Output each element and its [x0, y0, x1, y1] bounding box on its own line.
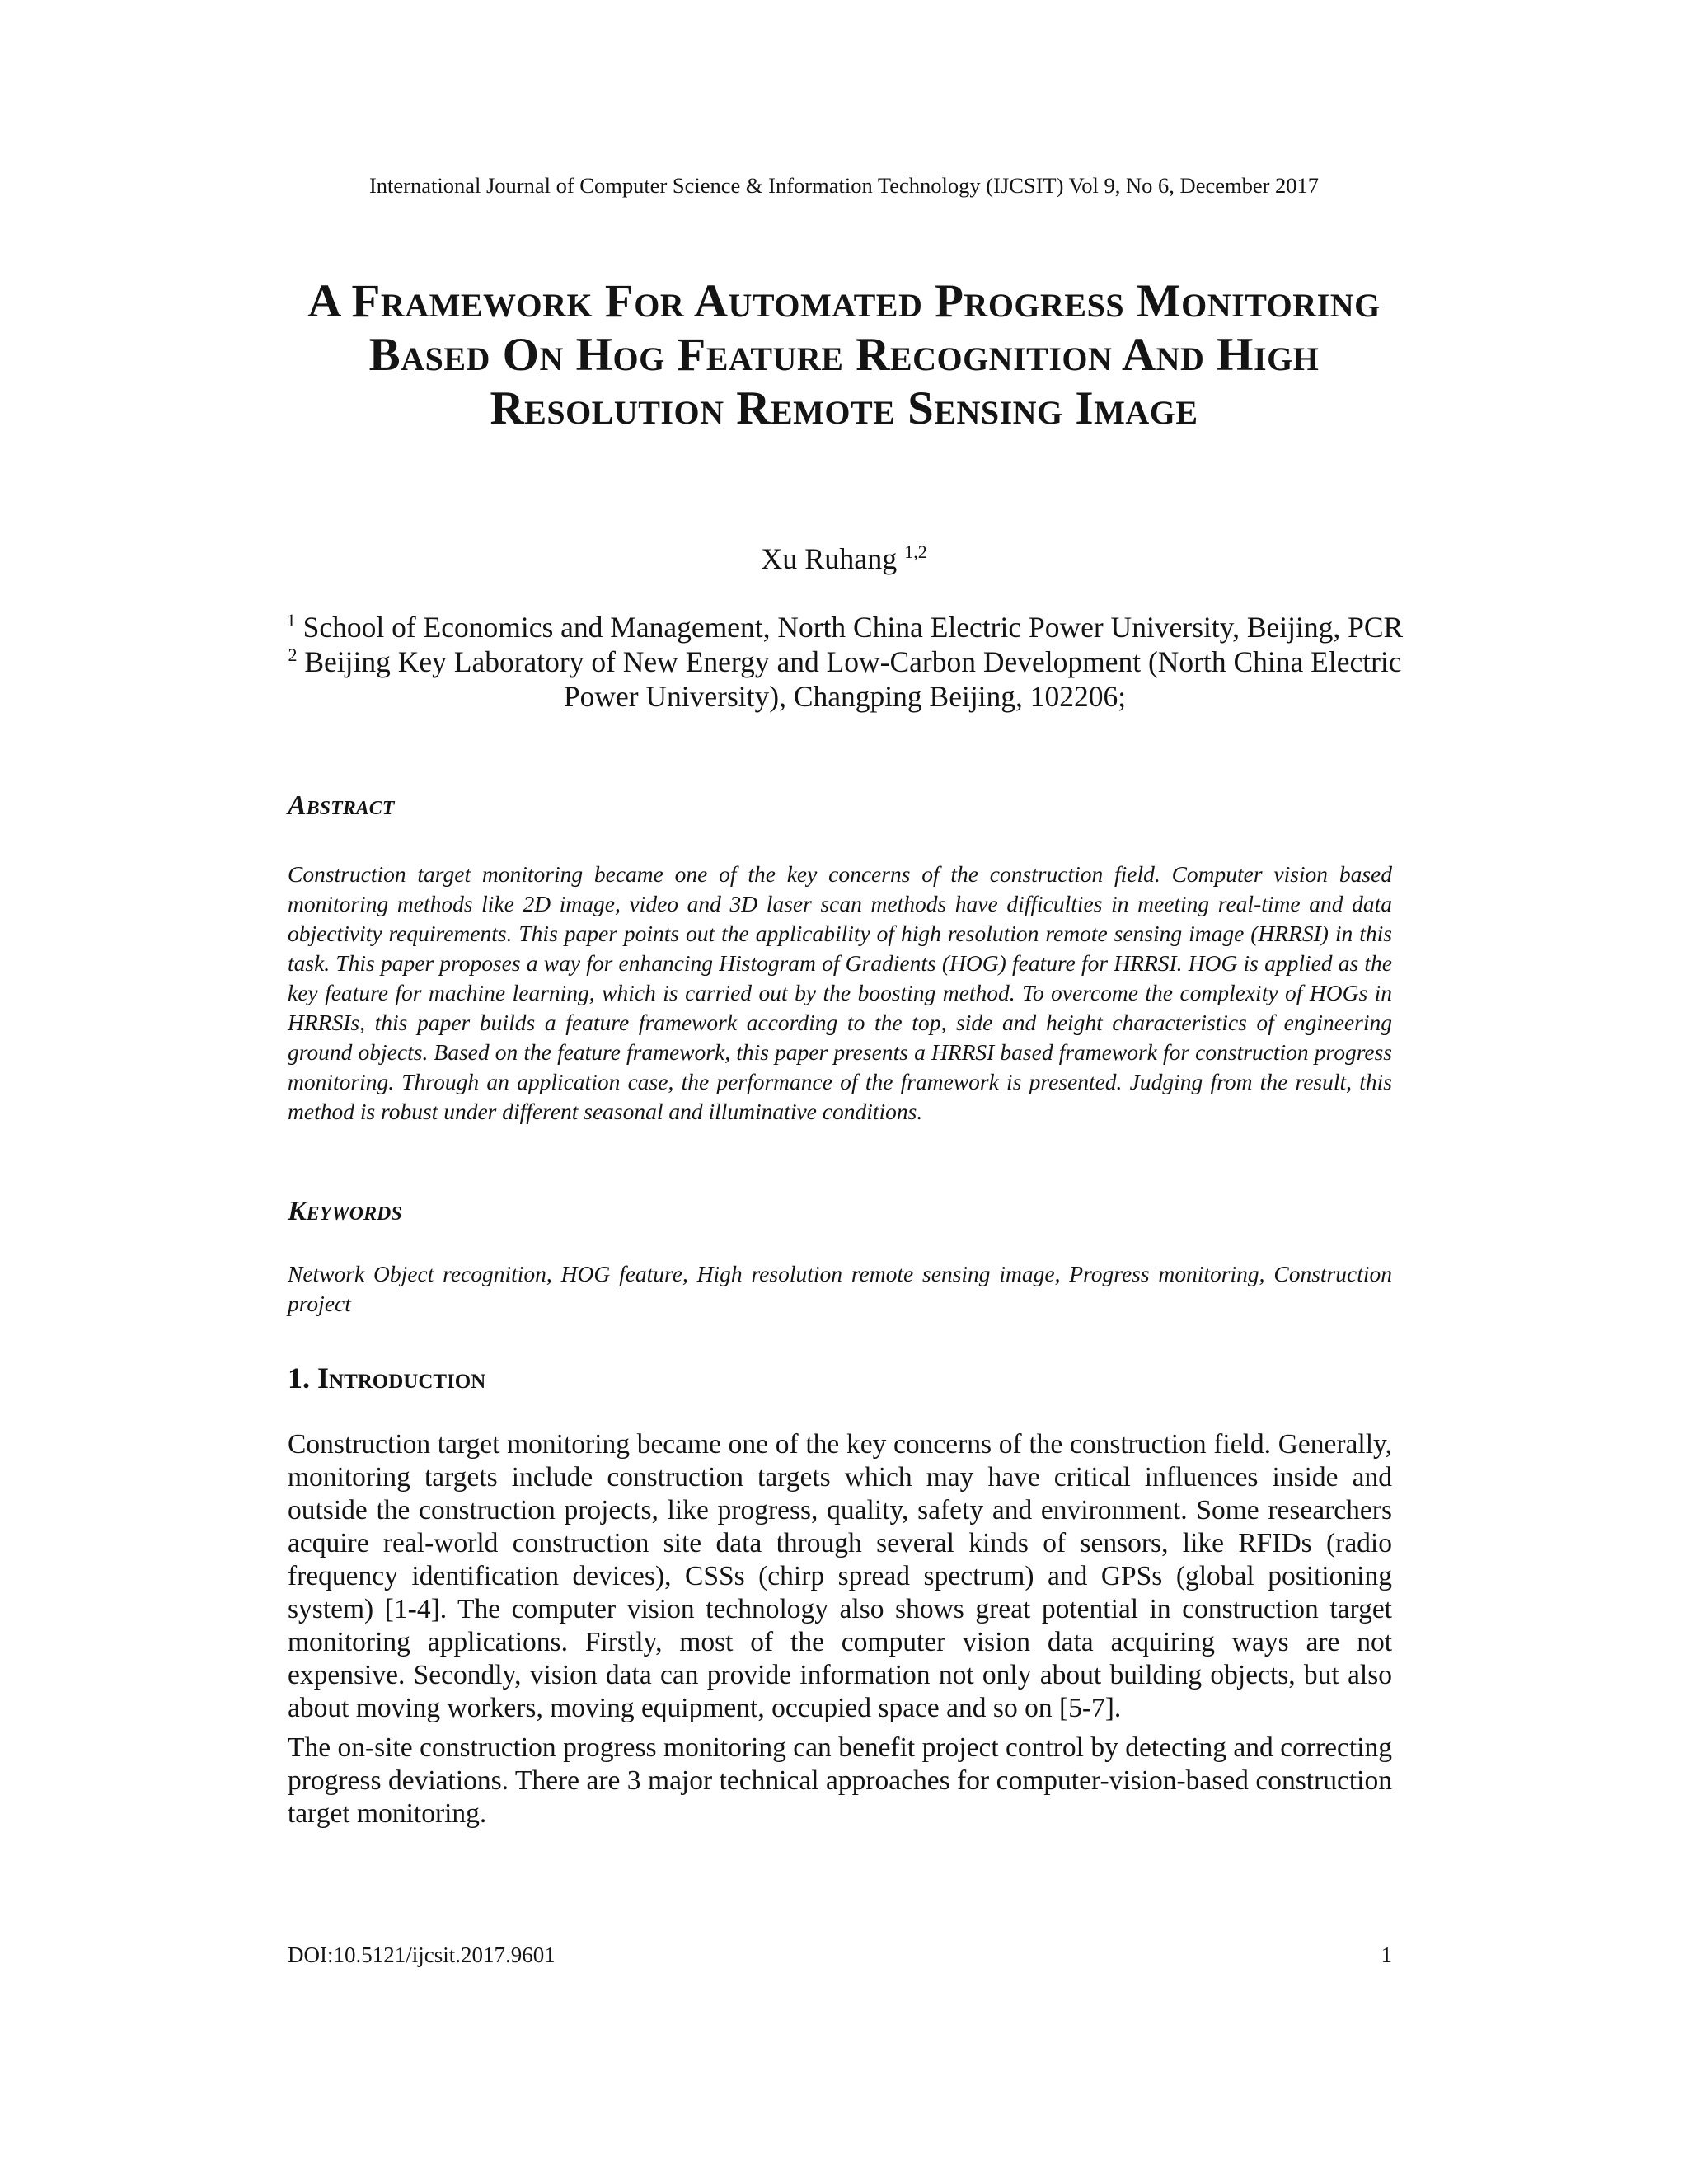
affiliation-2	[280, 644, 1409, 714]
affiliation-1-marker: 1	[286, 610, 296, 631]
author-affiliation-marker: 1,2	[904, 541, 927, 562]
introduction-paragraph-2: The on-site construction progress monitoring can benefit project control by detecting and correcting progress deviations. There are 3 major technical approaches for computer-vision-based construction target monitoring.	[288, 1732, 1392, 1829]
abstract-heading: Abstract	[288, 790, 395, 821]
affiliations	[280, 610, 1409, 714]
affiliation-2-text: Beijing Key Laboratory of New Energy and Low-Carbon Development (North China Electric Power University), Changping Beijing, 102206;	[304, 645, 1402, 713]
keywords-text: Network Object recognition, HOG feature, High resolution remote sensing image, Progress monitoring, Construction project	[288, 1261, 1392, 1316]
author-name: Xu Ruhang	[761, 542, 898, 575]
affiliation-1	[280, 610, 1409, 644]
keywords-heading: Keywords	[288, 1196, 402, 1226]
affiliation-2-marker: 2	[288, 644, 298, 666]
affiliation-1-text: School of Economics and Management, North China Electric Power University, Beijing, PCR	[302, 611, 1404, 644]
introduction-paragraph-1: Construction target monitoring became one of the key concerns of the construction field. Generally, monitoring targets include construction targets which may have critical influences inside and outside the construction projects, like progress, quality, safety and environment. Some researchers acquire real-world construction site data through several kinds of sensors, like RFIDs (radio frequency identification devices), CSSs (chirp spread spectrum) and GPSs (global positioning system) [1-4]. The computer vision technology also shows great potential in construction target monitoring applications. Firstly, most of the computer vision data acquiring ways are not expensive. Secondly, vision data can provide information not only about building objects, but also about moving workers, moving equipment, occupied space and so on [5-7].	[288, 1429, 1392, 1723]
running-header: International Journal of Computer Science & Information Technology (IJCSIT) Vol 9, No 6, December 2017	[368, 173, 1320, 198]
abstract-text: Construction target monitoring became one of the key concerns of the construction field. Computer vision based monitoring methods like 2D image, video and 3D laser scan methods have difficulties in meeting real-time and data objectivity requirements. This paper points out the applicability of high resolution remote sensing image (HRRSI) in this task. This paper proposes a way for enhancing Histogram of Gradients (HOG) feature for HRRSI. HOG is applied as the key feature for machine learning, which is carried out by the boosting method. To overcome the complexity of HOGs in HRRSIs, this paper builds a feature framework according to the top, side and height characteristics of engineering ground objects. Based on the feature framework, this paper presents a HRRSI based framework for construction progress monitoring. Through an application case, the performance of the framework is presented. Judging from the result, this method is robust under different seasonal and illuminative conditions.	[288, 861, 1392, 1124]
doi-footer: DOI:10.5121/ijcsit.2017.9601	[288, 1943, 556, 1967]
introduction-heading: 1. Introduction	[288, 1361, 486, 1394]
page-number: 1	[1381, 1943, 1392, 1967]
paper-title: A Framework For Automated Progress Monitoring Based On Hog Feature Recognition And High Resolution Remote Sensing Image	[307, 275, 1381, 434]
author-line	[0, 541, 1688, 577]
